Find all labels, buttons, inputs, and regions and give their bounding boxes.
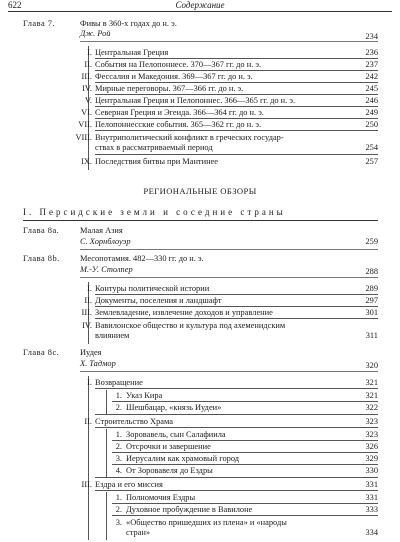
item-title: Последствия битвы при Мантинее	[95, 157, 218, 166]
item-page: 242	[365, 72, 378, 81]
subitem-rule	[95, 477, 378, 478]
subitem-title: Указ Кира	[126, 391, 163, 400]
subitem-rule	[112, 440, 378, 441]
item-title: Фессалия и Македония. 369—367 гг. до н. э.	[95, 72, 253, 81]
item-title: Северная Греция и Эгеида. 366—364 гг. до н. э.	[95, 108, 264, 117]
item-number: I.	[87, 284, 92, 293]
chapter-author: М.-У. Столпер	[80, 265, 133, 274]
subitem-rule	[112, 401, 378, 402]
subitem-page: 333	[365, 505, 378, 514]
item-title-continued: влиянием	[95, 331, 130, 340]
item-rule	[95, 294, 378, 295]
subitem-title-continued: стран»	[126, 528, 151, 537]
subitem-number: 4.	[115, 466, 122, 475]
section-number: II.	[84, 417, 92, 426]
section-rule	[23, 220, 378, 221]
subitem-page: 326	[365, 442, 378, 451]
chapter-title: Месопотамия. 482—330 гг. до н. э.	[80, 254, 204, 263]
item-number: IV.	[82, 84, 92, 93]
chapter-page: 234	[365, 32, 378, 41]
chapter-author: Х. Тадмор	[80, 359, 116, 368]
subitem-page: 330	[365, 466, 378, 475]
section-rule	[95, 388, 378, 389]
subitem-title: Зоровавель, сын Салафиила	[126, 430, 226, 439]
item-title: Центральная Греция и Пелопоннес. 366—365 гг. до н. э.	[95, 96, 296, 105]
item-title: Внутриполитический конфликт в греческих государ-	[95, 133, 284, 142]
item-number: III.	[81, 308, 92, 317]
running-head: Содержание	[175, 0, 225, 10]
item-rule	[95, 94, 378, 95]
subitem-title: Шешбацар, «князь Иудеи»	[126, 403, 222, 412]
item-title: Пелопоннесские события. 365—362 гг. до н. э.	[95, 120, 262, 129]
item-page: 250	[365, 120, 378, 129]
item-page: 254	[365, 143, 378, 152]
subitem-number: 2.	[115, 403, 122, 412]
item-title: Документы, поселения и ландшафт	[95, 296, 222, 305]
subitem-rule	[112, 464, 378, 465]
item-rule	[95, 58, 378, 59]
section-number: III.	[81, 480, 92, 489]
chapter-label: Глава 7.	[23, 19, 56, 28]
subitem-page: 322	[365, 403, 378, 412]
subitem-number: 2.	[115, 442, 122, 451]
item-title: События на Пелопоннесе. 370—367 гг. до н. э.	[95, 60, 262, 69]
chapter-author: С. Хорнблоуэр	[80, 237, 131, 246]
subitem-page: 331	[365, 493, 378, 502]
item-number: II.	[84, 60, 92, 69]
subitem-number: 1.	[115, 430, 122, 439]
item-title: Мирные переговоры. 367—366 гг. до н. э.	[95, 84, 244, 93]
item-number: IX.	[81, 157, 92, 166]
section-subtitle: I. Персидские земли и соседние страны	[23, 207, 286, 217]
chapter-page: 288	[365, 267, 378, 276]
subitem-title: Иерусалим как храмовый город	[126, 454, 240, 463]
item-page: 289	[365, 284, 378, 293]
subitem-page: 323	[365, 430, 378, 439]
subitem-page: 329	[365, 454, 378, 463]
item-rule	[95, 70, 378, 71]
item-number: I.	[87, 48, 92, 57]
subitem-number: 2.	[115, 505, 122, 514]
item-title-continued: ствах в рассматриваемый период	[95, 143, 213, 152]
leader-rule	[80, 249, 378, 250]
leader-rule	[80, 277, 378, 278]
item-title: Центральная Греция	[95, 48, 169, 57]
subitem-number: 1.	[115, 493, 122, 502]
item-title: Вавилонское общество и культура под ахеменидским	[95, 321, 286, 330]
chapter-title: Фивы в 360-х годах до н. э.	[80, 19, 177, 28]
item-page: 301	[365, 308, 378, 317]
subitem-rule	[95, 414, 378, 415]
subitem-number: 3.	[115, 518, 122, 527]
item-rule	[95, 118, 378, 119]
item-number: VI.	[81, 108, 92, 117]
item-page: 237	[365, 60, 378, 69]
toc-bracket	[88, 376, 89, 540]
item-rule	[95, 318, 378, 319]
item-number: III.	[81, 72, 92, 81]
leader-rule	[80, 371, 378, 372]
item-number: V.	[84, 96, 92, 105]
item-rule	[95, 82, 378, 83]
item-page: 311	[365, 331, 378, 340]
subitem-rule	[112, 503, 378, 504]
item-page: 249	[365, 108, 378, 117]
item-page: 297	[365, 296, 378, 305]
page-header	[0, 0, 400, 14]
section-page: 331	[365, 480, 378, 489]
section-number: I.	[87, 378, 92, 387]
item-page: 246	[365, 96, 378, 105]
item-number: IV.	[82, 321, 92, 330]
chapter-author: Дж. Рой	[80, 29, 111, 38]
section-heading: Возвращение	[95, 378, 143, 387]
subitem-title: От Зоровавеля до Ездры	[126, 466, 213, 475]
subitem-number: 3.	[115, 454, 122, 463]
subitem-number: 1.	[115, 391, 122, 400]
subitem-rule	[112, 452, 378, 453]
chapter-page: 320	[365, 361, 378, 370]
chapter-label: Глава 8c.	[23, 348, 60, 357]
item-number: II.	[84, 296, 92, 305]
chapter-title: Малая Азия	[80, 226, 123, 235]
subitem-page: 321	[365, 391, 378, 400]
leader-rule	[80, 41, 378, 42]
item-rule	[95, 306, 378, 307]
section-rule	[95, 490, 378, 491]
chapter-label: Глава 8b.	[23, 254, 60, 263]
item-title: Землевладение, извлечение доходов и управление	[95, 308, 273, 317]
item-rule	[95, 130, 378, 131]
section-title: РЕГИОНАЛЬНЫЕ ОБЗОРЫ	[143, 186, 257, 196]
item-page: 245	[365, 84, 378, 93]
section-heading: Ездра и его миссия	[95, 480, 163, 489]
item-number: VIII.	[75, 133, 92, 142]
subitem-title: Полномочия Ездры	[126, 493, 196, 502]
item-rule	[95, 154, 378, 155]
header-rule	[8, 11, 392, 12]
item-rule	[95, 106, 378, 107]
item-page: 257	[365, 157, 378, 166]
page-number: 622	[8, 0, 22, 10]
item-number: VII.	[78, 120, 92, 129]
chapter-label: Глава 8a.	[23, 226, 60, 235]
item-page: 236	[365, 48, 378, 57]
item-title: Контуры политической истории	[95, 284, 210, 293]
chapter-title: Иудея	[80, 348, 102, 357]
subitem-title: Отсрочки и завершение	[126, 442, 211, 451]
subitem-rule	[112, 515, 378, 516]
section-page: 321	[365, 378, 378, 387]
subitem-title: «Общество пришедших из плена» и «народы	[126, 518, 287, 527]
subitem-page: 334	[365, 528, 378, 537]
section-heading: Строительство Храма	[95, 417, 173, 426]
section-page: 323	[365, 417, 378, 426]
subitem-title: Духовное пробуждение в Вавилоне	[126, 505, 253, 514]
chapter-page: 259	[365, 237, 378, 246]
section-rule	[95, 427, 378, 428]
